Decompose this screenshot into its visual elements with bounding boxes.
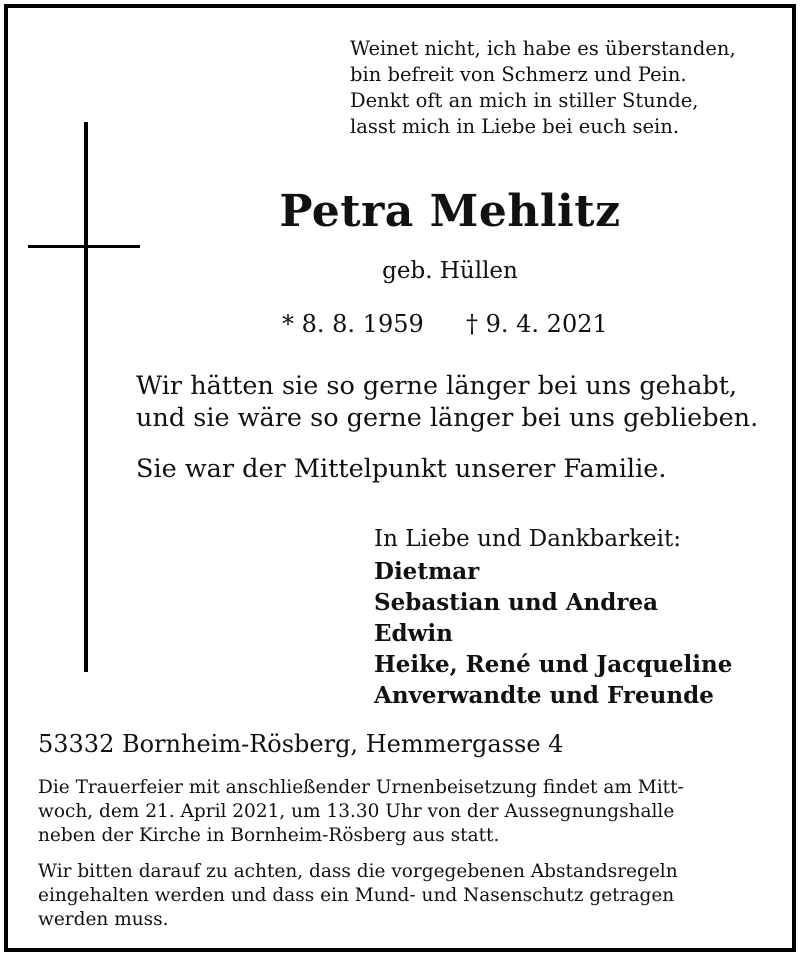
death-date: † 9. 4. 2021: [466, 310, 608, 338]
deceased-name: Petra Mehlitz: [279, 186, 621, 237]
mourner-name: Anverwandte und Freunde: [374, 682, 714, 709]
poem: Weinet nicht, ich habe es überstanden, bin befreit von Schmerz und Pein. Denkt oft an mich in stiller Stunde, lasst mich in Liebe bei euch sein.: [350, 37, 736, 138]
mourner-name: Heike, René und Jacqueline: [374, 651, 733, 678]
address: 53332 Bornheim-Rösberg, Hemmergasse 4: [38, 730, 564, 758]
cross-icon: [84, 122, 88, 672]
tribute-quote: Wir hätten sie so gerne länger bei uns gehabt, und sie wäre so gerne länger bei uns geblieben.: [136, 371, 759, 433]
mourner-name: Sebastian und Andrea: [374, 589, 659, 616]
distance-notice: Wir bitten darauf zu achten, dass die vorgegebenen Abstandsregeln eingehalten werden und dass ein Mund- und Nasenschutz getragen werden muss.: [38, 861, 678, 930]
mourner-name: Edwin: [374, 620, 453, 647]
maiden-name: geb. Hüllen: [382, 258, 518, 284]
funeral-notice: Die Trauerfeier mit anschließender Urnenbeisetzung findet am Mitt- woch, dem 21. April 2021, um 13.30 Uhr von der Aussegnungshalle neben der Kirche in Bornheim-Rösberg aus statt.: [38, 777, 684, 846]
tribute-line: Sie war der Mittelpunkt unserer Familie.: [136, 454, 667, 484]
cross-icon-bar: [28, 245, 140, 248]
birth-date: * 8. 8. 1959: [282, 310, 424, 338]
mourner-name: Dietmar: [374, 558, 480, 585]
obituary-frame: [4, 4, 796, 952]
mourners-intro: In Liebe und Dankbarkeit:: [374, 526, 681, 552]
mourners-list: [374, 556, 732, 711]
